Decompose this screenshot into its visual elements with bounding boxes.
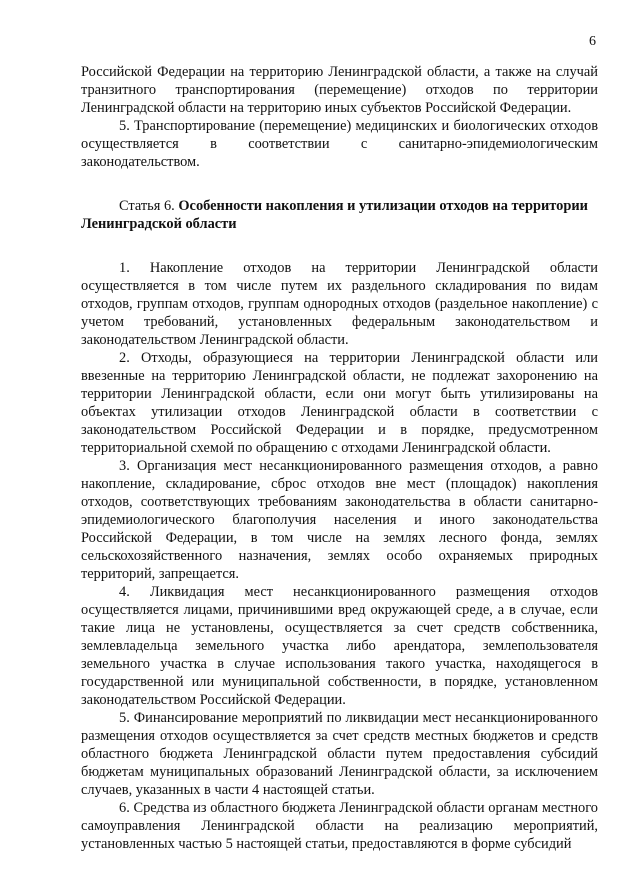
article-item-1: 1. Накопление отходов на территории Ленинградской области осуществляется в том числе путем их раздельного складирования по видам отходов, группам отходов, группам однородных отходов (раздельное накопление) с учетом требований, установленных федеральным законодательством и законодательством Ленинградской области. bbox=[81, 260, 598, 348]
page-number: 6 bbox=[589, 34, 596, 49]
document-body bbox=[81, 63, 598, 853]
article-heading bbox=[81, 197, 598, 233]
continuation-paragraph: Российской Федерации на территорию Ленинградской области, а также на случай транзитного транспортирования (перемещение) отходов по территории Ленинградской области на территорию иных субъектов Российской Федерации. bbox=[81, 64, 598, 116]
article-title: Особенности накопления и утилизации отходов на территории Ленинградской области bbox=[81, 198, 588, 232]
article-item-6: 6. Средства из областного бюджета Ленинградской области органам местного самоуправления Ленинградской области на реализацию мероприятий, установленных частью 5 настоящей статьи, предоставляются в форме субсидий bbox=[81, 800, 598, 852]
paragraph-5-transport: 5. Транспортирование (перемещение) медицинских и биологических отходов осуществляется в соответствии с санитарно-эпидемиологическим законодательством. bbox=[81, 118, 598, 170]
article-label: Статья 6. bbox=[119, 198, 175, 214]
article-item-2: 2. Отходы, образующиеся на территории Ленинградской области или ввезенные на территорию Ленинградской области, не подлежат захоронению на территории Ленинградской области, если они могут быть утилизированы на объектах утилизации отходов Ленинградской области в соответствии с законодательством Российской Федерации и в порядке, предусмотренном территориальной схемой по обращению с отходами Ленинградской области. bbox=[81, 350, 598, 456]
article-item-4: 4. Ликвидация мест несанкционированного размещения отходов осуществляется лицами, причинившими вред окружающей среде, а в случае, если такие лица не установлены, осуществляется за счет средств собственника, землевладельца земельного участка либо арендатора, землепользователя земельного участка в случае использования такого участка, находящегося в государственной или муниципальной собственности, в порядке, установленном законодательством Российской Федерации. bbox=[81, 584, 598, 708]
article-item-5: 5. Финансирование мероприятий по ликвидации мест несанкционированного размещения отходов осуществляется за счет средств местных бюджетов и средств областного бюджета Ленинградской области путем предоставления субсидий бюджетам муниципальных образований Ленинградской области, за исключением случаев, указанных в части 4 настоящей статьи. bbox=[81, 710, 598, 798]
article-item-3: 3. Организация мест несанкционированного размещения отходов, а равно накопление, складирование, сброс отходов вне мест (площадок) накопления отходов, соответствующих требованиям законодательства в области санитарно-эпидемиологического благополучия населения и иного законодательства Российской Федерации, в том числе на землях лесного фонда, землях сельскохозяйственного назначения, землях особо охраняемых природных территорий, запрещается. bbox=[81, 458, 598, 582]
